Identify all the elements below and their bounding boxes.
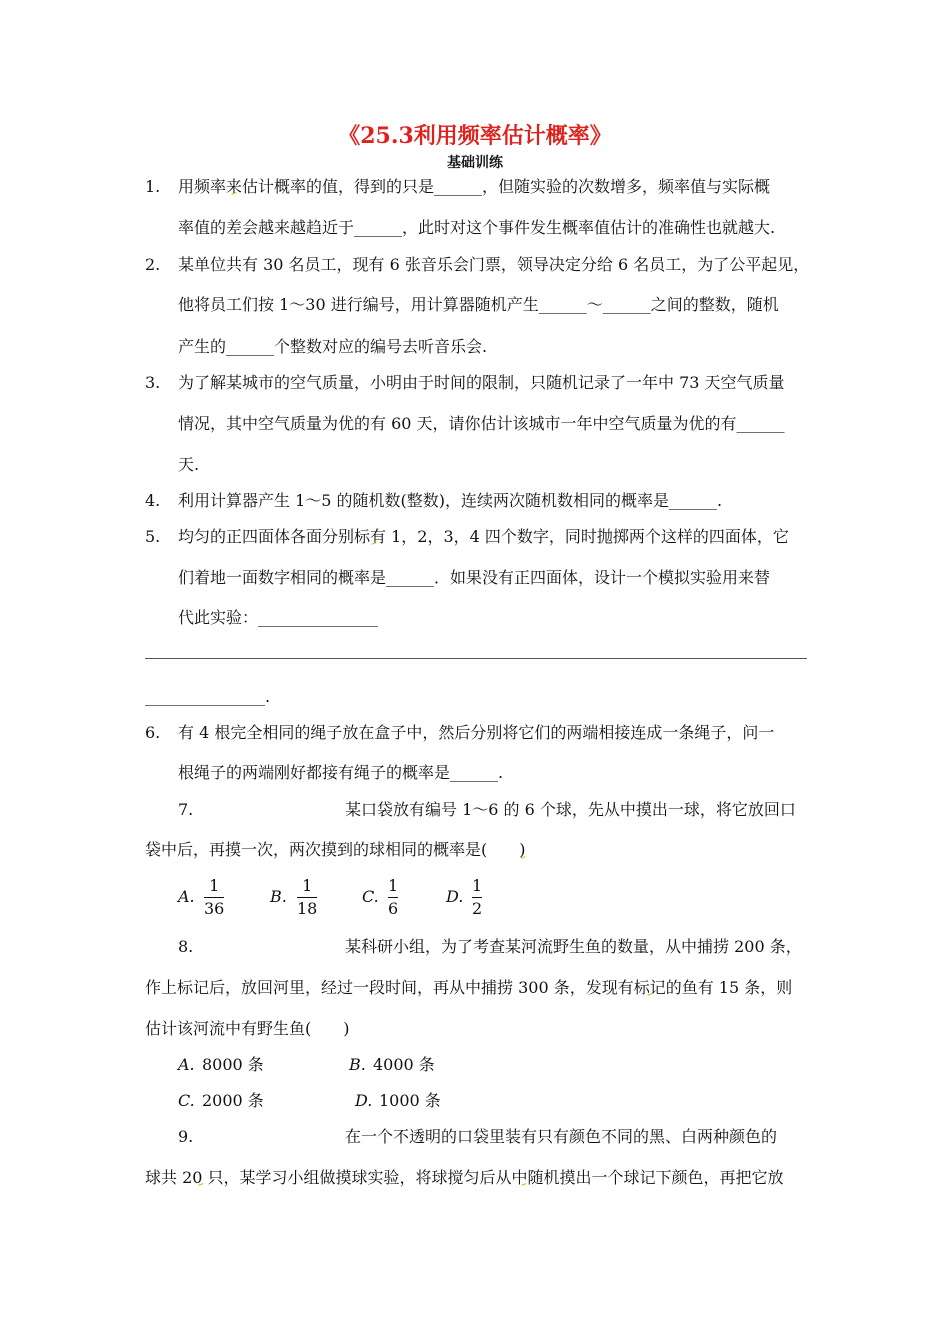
question-text: 有 4 根完全相同的绳子放在盒子中，然后分别将它们的两端相接连成一条绳子，问一	[178, 723, 775, 742]
option-fraction	[388, 877, 398, 918]
question-text: 率值的差会越来越趋近于______，此时对这个事件发生概率值估计的准确性也就越大.	[178, 218, 776, 237]
question-text: 产生的______个整数对应的编号去听音乐会.	[178, 337, 488, 356]
fraction-bar	[472, 897, 482, 898]
question-text: 均匀的正四面体各面分别标有 1，2，3，4 四个数字，同时抛掷两个这样的四面体，它	[178, 527, 789, 546]
question-text: 根绳子的两端刚好都接有绳子的概率是______.	[178, 763, 504, 782]
fraction-denominator: 2	[472, 899, 483, 918]
option-text: 1000 条	[379, 1091, 441, 1110]
option-fraction	[472, 877, 482, 918]
option-text: 8000 条	[202, 1055, 264, 1074]
question-text: 球共 20 只，某学习小组做摸球实验，将球搅匀后从中随机摸出一个球记下颜色，再把它放	[145, 1168, 784, 1187]
question-text: 袋中后，再摸一次，两次摸到的球相同的概率是( )	[145, 840, 526, 859]
document-title: 《25.3利用频率估计概率》	[338, 123, 612, 149]
question-text: _______________.	[145, 687, 271, 706]
question-number: 1.	[145, 177, 161, 196]
question-text: 为了解某城市的空气质量，小明由于时间的限制，只随机记录了一年中 73 天空气质量	[178, 373, 785, 392]
question-number: 4.	[145, 491, 161, 510]
fraction-numerator: 1	[472, 876, 483, 895]
question-text: 他将员工们按 1～30 进行编号，用计算器随机产生______～______之间的整数，随机	[178, 295, 779, 314]
question-number: 2.	[145, 255, 161, 274]
question-number: 3.	[145, 373, 161, 392]
question-text: 天.	[178, 455, 200, 474]
section-subtitle: 基础训练	[447, 155, 503, 171]
option-text: 2000 条	[202, 1091, 264, 1110]
question-number: 7.	[178, 800, 194, 819]
option-label: A.	[178, 887, 195, 906]
fraction-denominator: 6	[388, 899, 399, 918]
question-text: 情况，其中空气质量为优的有 60 天，请你估计该城市一年中空气质量为优的有______	[178, 414, 785, 433]
question-number: 5.	[145, 527, 161, 546]
option-label: B.	[349, 1055, 366, 1074]
option-label: B.	[270, 887, 287, 906]
question-text: 们着地一面数字相同的概率是______．如果没有正四面体，设计一个模拟实验用来替	[178, 568, 771, 587]
answer-line	[145, 658, 807, 659]
question-text: 某科研小组，为了考查某河流野生鱼的数量，从中捕捞 200 条，	[345, 937, 802, 956]
fraction-bar	[297, 897, 317, 898]
question-text: 代此实验：_______________	[178, 608, 379, 627]
fraction-denominator: 18	[297, 899, 318, 918]
fraction-denominator: 36	[204, 899, 225, 918]
question-number: 9.	[178, 1127, 194, 1146]
question-text: 用频率来估计概率的值，得到的只是______，但随实验的次数增多，频率值与实际概	[178, 177, 771, 196]
fraction-bar	[388, 897, 398, 898]
question-number: 6.	[145, 723, 161, 742]
question-text: 估计该河流中有野生鱼( )	[145, 1019, 350, 1038]
option-label: D.	[355, 1091, 373, 1110]
fraction-numerator: 1	[302, 876, 313, 895]
question-number: 8.	[178, 937, 194, 956]
question-text: 在一个不透明的口袋里装有只有颜色不同的黑、白两种颜色的	[345, 1127, 778, 1146]
option-text: 4000 条	[373, 1055, 435, 1074]
question-text: 某口袋放有编号 1～6 的 6 个球，先从中摸出一球，将它放回口	[345, 800, 796, 819]
question-text: 某单位共有 30 名员工，现有 6 张音乐会门票，领导决定分给 6 名员工，为了公平起见，	[178, 255, 810, 274]
fraction-numerator: 1	[388, 876, 399, 895]
option-label: C.	[362, 887, 379, 906]
option-label: A.	[178, 1055, 195, 1074]
option-label: C.	[178, 1091, 195, 1110]
question-text: 利用计算器产生 1～5 的随机数(整数)，连续两次随机数相同的概率是______.	[178, 491, 723, 510]
fraction-bar	[204, 897, 224, 898]
option-fraction	[204, 877, 224, 918]
option-fraction	[297, 877, 317, 918]
question-text: 作上标记后，放回河里，经过一段时间，再从中捕捞 300 条，发现有标记的鱼有 15 条，则	[145, 978, 793, 997]
option-label: D.	[446, 887, 464, 906]
fraction-numerator: 1	[209, 876, 220, 895]
